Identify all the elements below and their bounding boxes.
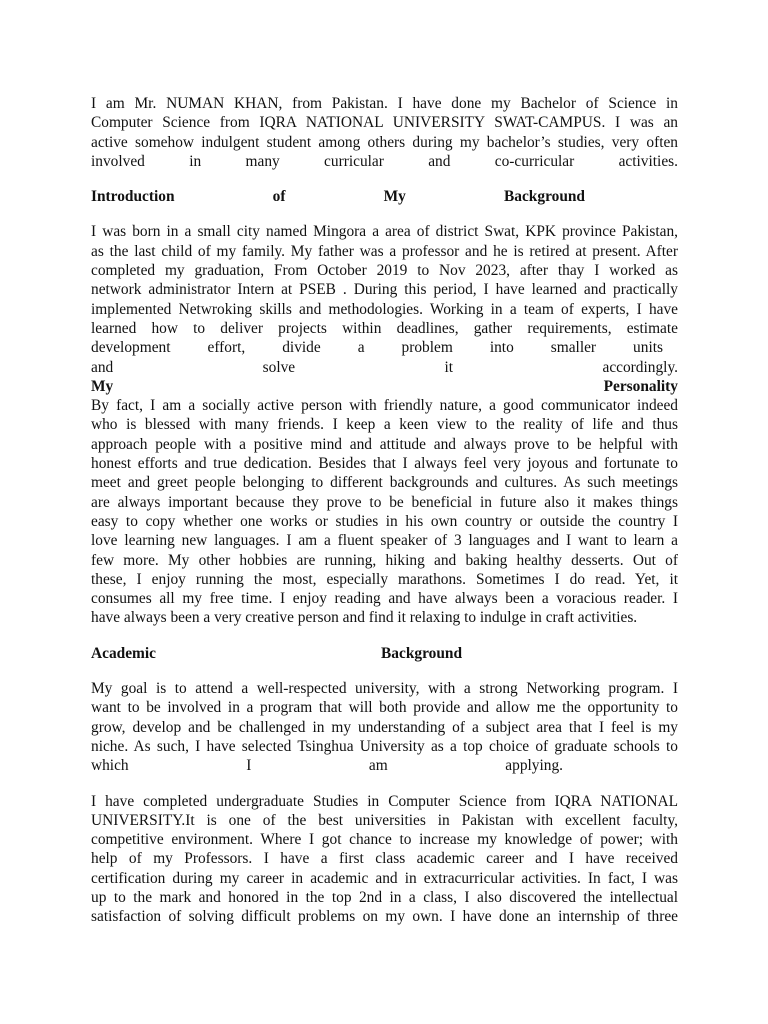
text-line: and solve it accordingly. <box>91 358 678 376</box>
heading-academic <box>91 644 678 663</box>
paragraph-background <box>91 222 678 376</box>
text-line: involved in many curricular and co-curricular activities. <box>91 152 678 170</box>
heading-personality <box>91 377 678 396</box>
paragraph-goal <box>91 679 678 775</box>
paragraph-personality <box>91 396 678 628</box>
text-line: consumes all my free time. I enjoy reading and have always been a voracious reader. I <box>91 590 678 608</box>
text-line: Computer Science from IQRA NATIONAL UNIVERSITY SWAT-CAMPUS. I was an <box>91 114 678 132</box>
heading-introduction <box>91 187 678 206</box>
paragraph-intro-self <box>91 94 678 171</box>
text-line: are always important because they prove to be beneficial in future also it makes things <box>91 493 678 511</box>
text-line: implemented Netwroking skills and methodologies. Working in a team of experts, I have <box>91 300 678 318</box>
section-heading: My Personality <box>91 377 678 395</box>
text-line: UNIVERSITY.It is one of the best universities in Pakistan with excellent faculty, <box>91 811 678 829</box>
text-line: niche. As such, I have selected Tsinghua University as a top choice of graduate schools to <box>91 737 678 755</box>
text-line: certification during my career in academic and in extracurricular activities. In fact, I was <box>91 869 678 887</box>
text-line: learned how to deliver projects within deadlines, gather requirements, estimate <box>91 319 678 337</box>
text-line: By fact, I am a socially active person with friendly nature, a good communicator indeed <box>91 397 678 415</box>
text-line: meet and greet people belonging to different backgrounds and cultures. As such meetings <box>91 474 678 492</box>
paragraph-studies <box>91 792 678 927</box>
text-line: love learning new languages. I am a fluent speaker of 3 languages and I want to learn a <box>91 532 678 550</box>
text-line: these, I enjoy running the most, especially marathons. Sometimes I do read. Yet, it <box>91 570 678 588</box>
text-line: My goal is to attend a well-respected university, with a strong Networking program. I <box>91 680 678 698</box>
text-line: I have completed undergraduate Studies in Computer Science from IQRA NATIONAL <box>91 792 678 810</box>
text-line: few more. My other hobbies are running, hiking and baking healthy desserts. Out of <box>91 551 678 569</box>
text-line: grow, develop and be challenged in my understanding of a subject area that I feel is my <box>91 718 678 736</box>
text-line: development effort, divide a problem into smaller units <box>91 339 663 357</box>
text-line: approach people with a positive mind and attitude and always prove to be helpful with <box>91 435 678 453</box>
text-line: honest efforts and true dedication. Besides that I always feel very joyous and fortunate to <box>91 455 678 473</box>
text-line: who is blessed with many friends. I keep a keen view to the reality of life and thus <box>91 416 678 434</box>
document-page <box>91 94 678 927</box>
text-line: have always been a very creative person and find it relaxing to indulge in craft activities. <box>91 609 638 627</box>
text-line: which I am applying. <box>91 757 563 775</box>
text-line: I was born in a small city named Mingora a area of district Swat, KPK province Pakistan, <box>91 223 678 241</box>
text-line: I am Mr. NUMAN KHAN, from Pakistan. I have done my Bachelor of Science in <box>91 95 678 112</box>
text-line: completed my graduation, From October 2019 to Nov 2023, after thay I worked as <box>91 262 678 280</box>
text-line: active somehow indulgent student among others during my bachelor’s studies, very often <box>91 133 678 151</box>
section-heading: Academic Background <box>91 644 462 662</box>
text-line: satisfaction of solving difficult problems on my own. I have done an internship of three <box>91 908 678 926</box>
text-line: up to the mark and honored in the top 2nd in a class, I also discovered the intellectual <box>91 888 678 906</box>
section-heading: Introduction of My Background <box>91 188 585 206</box>
text-line: help of my Professors. I have a first class academic career and I have received <box>91 850 678 868</box>
text-line: easy to copy whether one works or studies in his own country or outside the country I <box>91 512 678 530</box>
text-line: competitive environment. Where I got chance to increase my knowledge of power; with <box>91 831 678 849</box>
text-line: as the last child of my family. My father was a professor and he is retired at present. After <box>91 242 678 260</box>
text-line: want to be involved in a program that will both provide and allow me the opportunity to <box>91 699 678 717</box>
text-line: network administrator Intern at PSEB . During this period, I have learned and practically <box>91 281 678 299</box>
